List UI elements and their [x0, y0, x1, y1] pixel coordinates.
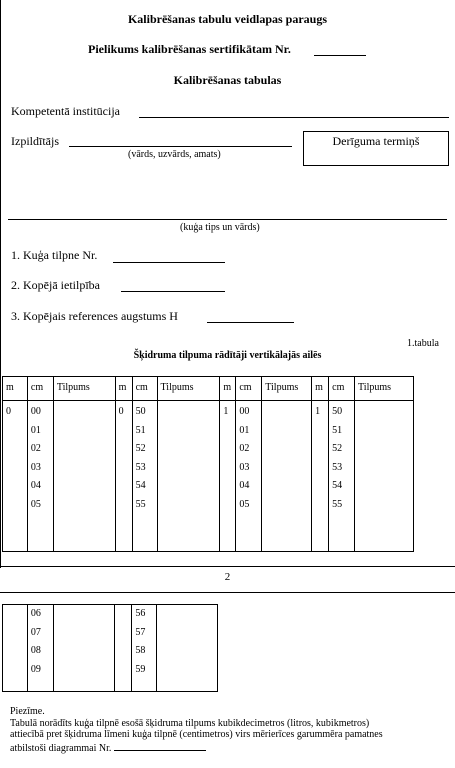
header-volume: Tilpums: [53, 377, 115, 401]
table-number: 1.tabula: [407, 338, 439, 349]
cm-value: 58: [135, 645, 146, 656]
volume-table: [2, 376, 414, 552]
vessel-hint: (kuģa tips un vārds): [180, 222, 260, 233]
item-total-capacity: 2. Kopējā ietilpība: [11, 278, 100, 292]
header-m: m: [115, 377, 132, 401]
note-line: atbilstoši diagrammai Nr.: [10, 741, 450, 755]
cm-value: 00: [239, 406, 250, 417]
cm-value: 53: [332, 461, 343, 473]
volume-cell[interactable]: [157, 605, 218, 692]
vessel-field[interactable]: [8, 219, 447, 220]
executor-label: Izpildītājs: [11, 134, 59, 148]
page-bottom-border: [0, 566, 455, 567]
header-m: m: [312, 377, 329, 401]
executor-hint: (vārds, uzvārds, amats): [128, 149, 221, 160]
m-cell: [115, 605, 132, 692]
cm-value: 09: [30, 663, 41, 675]
continuation-row: [3, 605, 218, 692]
cm-value: 00: [30, 406, 41, 417]
header-cm: cm: [329, 377, 355, 401]
cm-value: 02: [30, 443, 41, 454]
annex-title: Pielikums kalibrēšanas sertifikātam Nr.: [88, 42, 291, 56]
tank-number-field[interactable]: [113, 262, 225, 263]
note-title: Piezīme.: [10, 706, 45, 717]
cm-value: 59: [135, 663, 146, 675]
item-tank-number: 1. Kuģa tilpne Nr.: [11, 248, 98, 262]
reference-height-field[interactable]: [207, 322, 294, 323]
cm-cell: [27, 605, 53, 692]
cm-value: 53: [135, 461, 146, 473]
cm-value: 07: [30, 626, 41, 638]
subtitle: Kalibrēšanas tabulas: [173, 73, 282, 87]
annex-number-blank[interactable]: [314, 55, 366, 56]
total-capacity-field[interactable]: [121, 291, 225, 292]
volume-cell[interactable]: [157, 401, 220, 552]
header-cm: cm: [236, 377, 262, 401]
diagram-number-blank[interactable]: [114, 741, 206, 751]
cm-cell: [132, 401, 157, 552]
m-cell: 0: [115, 401, 132, 552]
cm-value: 03: [239, 461, 250, 473]
validity-label: Derīguma termiņš: [332, 134, 420, 148]
cm-value: 54: [332, 480, 343, 491]
cm-value: 54: [135, 480, 146, 491]
cm-value: 01: [239, 424, 250, 436]
table-header-row: [3, 377, 414, 401]
m-cell: 1: [220, 401, 236, 552]
cm-value: 50: [135, 406, 146, 417]
header-volume: Tilpums: [355, 377, 414, 401]
cm-value: 51: [135, 424, 146, 436]
cm-value: 55: [135, 498, 146, 510]
cm-value: 08: [30, 645, 41, 656]
cm-value: 01: [30, 424, 41, 436]
cm-cell: [236, 401, 262, 552]
header-volume: Tilpums: [157, 377, 220, 401]
volume-cell[interactable]: [262, 401, 312, 552]
volume-cell[interactable]: [355, 401, 414, 552]
executor-field[interactable]: [69, 146, 292, 147]
note-line: Tabulā norādīts kuģa tilpnē esošā šķidruma tilpums kubikdecimetros (litros, kubikmetros): [10, 717, 370, 729]
cm-value: 50: [332, 406, 343, 417]
competent-field[interactable]: [139, 117, 449, 118]
validity-box[interactable]: [303, 131, 449, 166]
item-reference-height: 3. Kopējais references augstums H: [11, 309, 178, 323]
m-cell: 0: [3, 401, 28, 552]
cm-value: 03: [30, 461, 41, 473]
header-volume: Tilpums: [262, 377, 312, 401]
cm-value: 06: [30, 608, 41, 619]
header-cm: cm: [27, 377, 53, 401]
cm-value: 05: [30, 498, 41, 510]
page-number: 2: [224, 571, 231, 583]
page-separator: [0, 592, 455, 593]
cm-cell: [27, 401, 53, 552]
cm-value: 56: [135, 608, 146, 619]
cm-value: 02: [239, 443, 250, 454]
volume-cell[interactable]: [53, 401, 115, 552]
cm-value: 57: [135, 626, 146, 638]
cm-cell: [132, 605, 157, 692]
cm-value: 04: [239, 480, 250, 491]
continuation-table: [2, 604, 218, 692]
m-cell: [3, 605, 28, 692]
cm-value: 52: [332, 443, 343, 454]
volume-cell[interactable]: [53, 605, 115, 692]
note: [10, 706, 450, 754]
header-m: m: [3, 377, 28, 401]
competent-label: Kompetentā institūcija: [11, 104, 120, 118]
m-cell: 1: [312, 401, 329, 552]
cm-value: 05: [239, 498, 250, 510]
cm-value: 51: [332, 424, 343, 436]
table-title: Šķidruma tilpuma rādītāji vertikālajās ailēs: [133, 350, 322, 361]
cm-value: 04: [30, 480, 41, 491]
cm-value: 52: [135, 443, 146, 454]
cm-cell: [329, 401, 355, 552]
header-cm: cm: [132, 377, 157, 401]
header-m: m: [220, 377, 236, 401]
table-body-row: [3, 401, 414, 552]
note-line: attiecībā pret šķidruma līmeni kuģa tilpnē (centimetros) virs mērierīces garummēra pamatnes: [10, 729, 383, 740]
form-title: Kalibrēšanas tabulu veidlapas paraugs: [127, 12, 328, 26]
cm-value: 55: [332, 498, 343, 510]
